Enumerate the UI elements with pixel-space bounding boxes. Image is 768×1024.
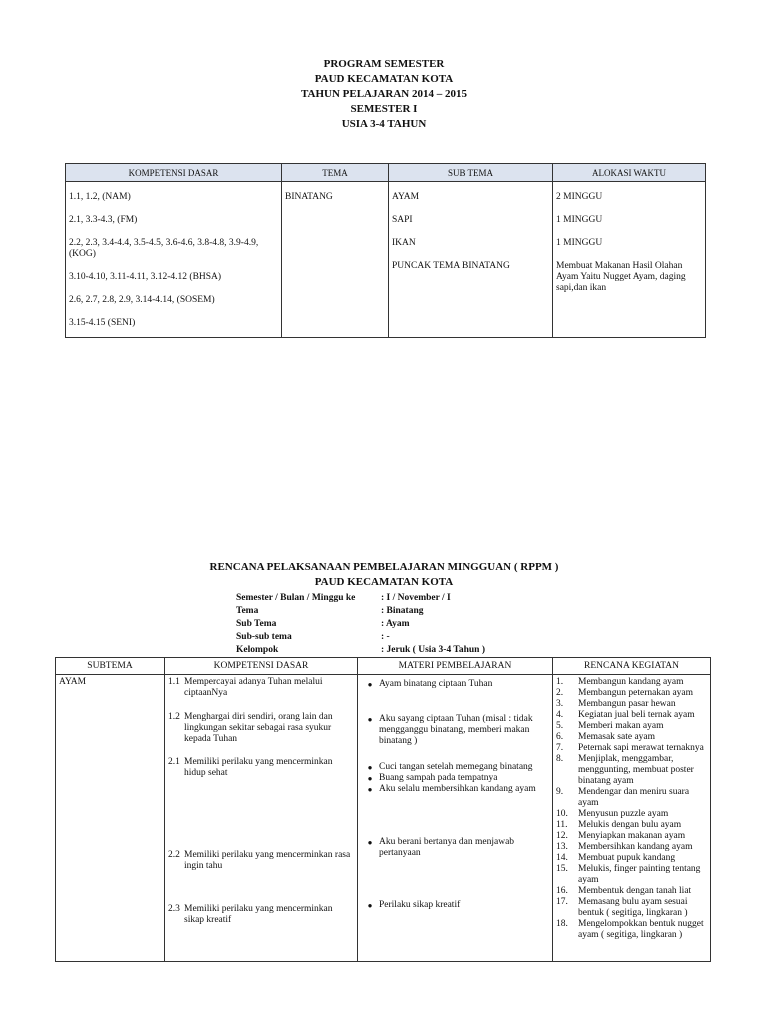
tema-cell — [282, 182, 389, 338]
program-title-line: SEMESTER I — [350, 103, 418, 115]
program-title-line: PAUD KECAMATAN KOTA — [314, 73, 454, 85]
kegiatan-text: Membangun kandang ayam — [578, 677, 684, 687]
kompetensi-item — [168, 904, 354, 926]
bullet-icon: ● — [367, 785, 373, 794]
kegiatan-item — [556, 677, 707, 688]
materi-text: Aku selalu membersihkan kandang ayam — [379, 784, 536, 794]
table-row — [56, 675, 711, 962]
kegiatan-number: 7. — [556, 743, 564, 753]
header-cell: SUB TEMA — [389, 164, 553, 182]
alokasi-cell — [553, 182, 706, 338]
info-label: Semester / Bulan / Minggu ke — [236, 593, 356, 603]
subtema-item: SAPI — [392, 215, 413, 225]
kompetensi-text: Mempercayai adanya Tuhan melalui ciptaanNya — [184, 677, 323, 698]
materi-item — [361, 714, 549, 747]
bullet-icon: ● — [367, 838, 373, 847]
bullet-icon: ● — [367, 774, 373, 783]
kegiatan-item — [556, 853, 707, 864]
kegiatan-text: Membentuk dengan tanah liat — [578, 886, 692, 896]
kegiatan-number: 1. — [556, 677, 564, 687]
kompetensi-text: Memiliki perilaku yang mencerminkan sikap kreatif — [184, 904, 333, 925]
info-row — [236, 618, 485, 631]
info-row — [236, 605, 485, 618]
materi-item — [361, 784, 549, 795]
materi-item — [361, 679, 549, 690]
kegiatan-number: 10. — [556, 809, 568, 819]
kegiatan-item — [556, 743, 707, 754]
program-title-line: USIA 3-4 TAHUN — [341, 118, 427, 130]
info-row — [236, 644, 485, 657]
kegiatan-number: 14. — [556, 853, 568, 863]
kegiatan-number: 8. — [556, 754, 564, 764]
alokasi-item: 1 MINGGU — [556, 215, 603, 225]
subtema-value: AYAM — [59, 677, 87, 687]
kompetensi-text: Memiliki perilaku yang mencerminkan hidup sehat — [184, 757, 333, 778]
header-cell: RENCANA KEGIATAN — [553, 658, 711, 675]
kegiatan-item — [556, 842, 707, 853]
program-title — [0, 57, 768, 132]
materi-item — [361, 837, 549, 859]
kegiatan-text: Membangun peternakan ayam — [578, 688, 694, 698]
kegiatan-item — [556, 732, 707, 743]
bullet-icon: ● — [367, 715, 373, 724]
kegiatan-number: 15. — [556, 864, 568, 874]
materi-item — [361, 773, 549, 784]
info-label: Kelompok — [236, 645, 279, 655]
subtema-item: AYAM — [392, 192, 420, 202]
header-cell: TEMA — [282, 164, 389, 182]
kegiatan-number: 5. — [556, 721, 564, 731]
bullet-icon: ● — [367, 763, 373, 772]
kegiatan-item — [556, 897, 707, 919]
kegiatan-text: Membersihkan kandang ayam — [578, 842, 693, 852]
info-row — [236, 592, 485, 605]
kegiatan-number: 4. — [556, 710, 564, 720]
kompetensi-item: 3.15-4.15 (SENI) — [69, 318, 136, 328]
program-title-line: TAHUN PELAJARAN 2014 – 2015 — [300, 88, 468, 100]
semester-table-header — [66, 164, 706, 182]
bullet-icon: ● — [367, 901, 373, 910]
subtema-cell — [56, 675, 165, 962]
info-label: Tema — [236, 606, 259, 616]
kompetensi-item — [168, 850, 354, 872]
info-label: Sub Tema — [236, 619, 277, 629]
kegiatan-cell — [553, 675, 711, 962]
materi-text: Ayam binatang ciptaan Tuhan — [379, 679, 493, 689]
kegiatan-number: 9. — [556, 787, 564, 797]
kegiatan-item — [556, 919, 707, 941]
kompetensi-text: Memiliki perilaku yang mencerminkan rasa ingin tahu — [184, 850, 351, 871]
materi-text: Buang sampah pada tempatnya — [379, 773, 498, 783]
kompetensi-number: 2.3 — [168, 904, 180, 914]
rppm-title-line: RENCANA PELAKSANAAN PEMBELAJARAN MINGGUAN ( RPPM ) — [209, 561, 559, 573]
kegiatan-item — [556, 754, 707, 787]
bullet-icon: ● — [367, 680, 373, 689]
program-title-line: PROGRAM SEMESTER — [323, 58, 445, 70]
kompetensi-number: 1.2 — [168, 712, 180, 722]
kegiatan-number: 16. — [556, 886, 568, 896]
kompetensi-item: 2.1, 3.3-4.3, (FM) — [69, 215, 138, 225]
rppm-title-line: PAUD KECAMATAN KOTA — [314, 576, 454, 588]
kegiatan-item — [556, 787, 707, 809]
info-row — [236, 631, 485, 644]
kegiatan-text: Membuat pupuk kandang — [578, 853, 676, 863]
kegiatan-text: Mengelompokkan bentuk nugget ayam ( segitiga, lingkaran ) — [578, 919, 704, 940]
header-cell: SUBTEMA — [56, 658, 165, 675]
kompetensi-cell — [66, 182, 282, 338]
kegiatan-text: Memasak sate ayam — [578, 732, 656, 742]
kegiatan-text: Membangun pasar hewan — [578, 699, 676, 709]
subtema-cell — [389, 182, 553, 338]
subtema-item: IKAN — [392, 238, 416, 248]
header-cell: MATERI PEMBELAJARAN — [358, 658, 553, 675]
kegiatan-number: 13. — [556, 842, 568, 852]
kompetensi-item — [168, 757, 354, 779]
kegiatan-text: Menyiapkan makanan ayam — [578, 831, 686, 841]
kegiatan-item — [556, 831, 707, 842]
rppm-table-header — [56, 658, 711, 675]
kegiatan-number: 11. — [556, 820, 568, 830]
kompetensi-number: 1.1 — [168, 677, 180, 687]
kegiatan-text: Melukis dengan bulu ayam — [578, 820, 682, 830]
kegiatan-item — [556, 710, 707, 721]
header-cell: KOMPETENSI DASAR — [165, 658, 358, 675]
materi-text: Perilaku sikap kreatif — [379, 900, 461, 910]
table-row — [66, 182, 706, 338]
kegiatan-text: Menyusun puzzle ayam — [578, 809, 669, 819]
tema-value: BINATANG — [285, 192, 333, 202]
kegiatan-item — [556, 820, 707, 831]
kompetensi-number: 2.1 — [168, 757, 180, 767]
kompetensi-text: Menghargai diri sendiri, orang lain dan lingkungan sekitar sebagai rasa syukur kepada Tuhan — [184, 712, 333, 744]
kegiatan-text: Kegiatan jual beli ternak ayam — [578, 710, 695, 720]
materi-text: Aku berani bertanya dan menjawab pertanyaan — [379, 837, 515, 858]
info-label: Sub-sub tema — [236, 632, 292, 642]
kompetensi-number: 2.2 — [168, 850, 180, 860]
kompetensi-item: 1.1, 1.2, (NAM) — [69, 192, 131, 202]
info-value: : Jeruk ( Usia 3-4 Tahun ) — [381, 645, 485, 655]
kegiatan-number: 6. — [556, 732, 564, 742]
kompetensi-cell — [165, 675, 358, 962]
kegiatan-text: Menjiplak, menggambar, menggunting, membuat poster binatang ayam — [578, 754, 694, 786]
alokasi-item: Membuat Makanan Hasil Olahan Ayam Yaitu Nugget Ayam, daging sapi,dan ikan — [556, 261, 686, 293]
kompetensi-item — [168, 712, 354, 745]
kegiatan-number: 18. — [556, 919, 568, 929]
materi-item — [361, 900, 549, 911]
kompetensi-item: 2.2, 2.3, 3.4-4.4, 3.5-4.5, 3.6-4.6, 3.8-4.8, 3.9-4.9, (KOG) — [69, 238, 259, 259]
kegiatan-text: Memberi makan ayam — [578, 721, 664, 731]
subtema-item: PUNCAK TEMA BINATANG — [392, 261, 510, 271]
kegiatan-text: Melukis, finger painting tentang ayam — [578, 864, 701, 885]
kegiatan-item — [556, 809, 707, 820]
kegiatan-number: 12. — [556, 831, 568, 841]
alokasi-item: 2 MINGGU — [556, 192, 603, 202]
kegiatan-number: 3. — [556, 699, 564, 709]
materi-item — [361, 762, 549, 773]
kompetensi-item: 3.10-4.10, 3.11-4.11, 3.12-4.12 (BHSA) — [69, 272, 222, 282]
kompetensi-item: 2.6, 2.7, 2.8, 2.9, 3.14-4.14, (SOSEM) — [69, 295, 215, 305]
kegiatan-number: 2. — [556, 688, 564, 698]
rppm-info — [236, 592, 485, 657]
kegiatan-text: Memasang bulu ayam sesuai bentuk ( segitiga, lingkaran ) — [578, 897, 688, 918]
header-cell: KOMPETENSI DASAR — [66, 164, 282, 182]
kegiatan-list — [556, 677, 707, 941]
rppm-table — [55, 657, 711, 962]
info-value: : Binatang — [381, 606, 424, 616]
kegiatan-item — [556, 886, 707, 897]
kegiatan-text: Peternak sapi merawat ternaknya — [578, 743, 704, 753]
materi-text: Cuci tangan setelah memegang binatang — [379, 762, 533, 772]
materi-cell — [358, 675, 553, 962]
kegiatan-item — [556, 721, 707, 732]
kegiatan-item — [556, 688, 707, 699]
alokasi-item: 1 MINGGU — [556, 238, 603, 248]
info-value: : Ayam — [381, 619, 410, 629]
kegiatan-number: 17. — [556, 897, 568, 907]
kompetensi-item — [168, 677, 354, 699]
kegiatan-item — [556, 864, 707, 886]
header-cell: ALOKASI WAKTU — [553, 164, 706, 182]
info-value: : - — [381, 632, 390, 642]
rppm-title — [0, 560, 768, 590]
materi-text: Aku sayang ciptaan Tuhan (misal : tidak mengganggu binatang, memberi makan binatang ) — [379, 714, 533, 746]
kegiatan-item — [556, 699, 707, 710]
semester-table — [65, 163, 706, 338]
kegiatan-text: Mendengar dan meniru suara ayam — [578, 787, 690, 808]
info-value: : I / November / I — [381, 593, 451, 603]
